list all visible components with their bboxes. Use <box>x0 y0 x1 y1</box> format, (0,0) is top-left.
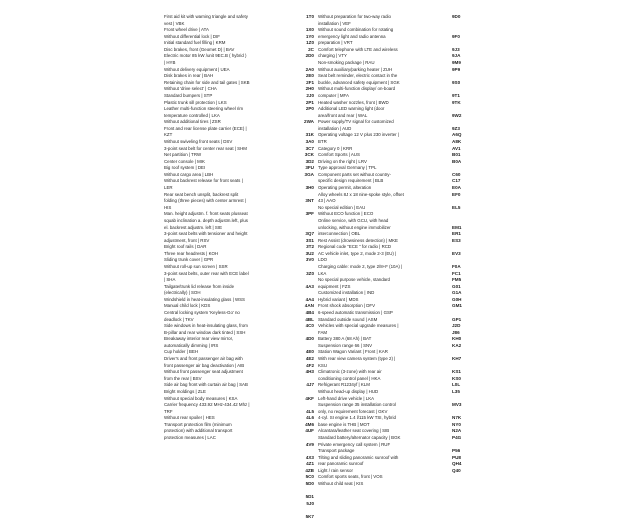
equipment-line: protection measures | LAC <box>164 435 216 440</box>
option-code: KA2 <box>452 342 462 348</box>
equipment-line: Net partition | TRW <box>164 152 202 158</box>
option-code <box>452 119 466 126</box>
equipment-line: No special purpose vehicle, standard <box>318 277 390 283</box>
equipment-line: Alloy wheels 8J x 18 nine-spoke style, offset <box>318 191 404 197</box>
option-code: 4ZB <box>305 467 314 473</box>
equipment-line: LER <box>164 185 173 191</box>
equipment-line: Standard outside sound | ASM <box>318 316 378 322</box>
equipment-line: from the rear | BSV <box>164 375 202 381</box>
option-code: 4H3 <box>305 369 314 375</box>
equipment-line: Type approval Germany | TPL <box>318 165 377 171</box>
equipment-line: Without roll-up sun screen | SSR <box>164 263 228 269</box>
equipment-line: Front shock absorption | DFV <box>318 303 376 309</box>
option-code: EM1 <box>452 224 462 230</box>
equipment-line: Climatronic (3-zone) with rear air <box>318 369 382 375</box>
option-code: 4KF <box>305 395 314 401</box>
equipment-list-left <box>164 14 272 442</box>
option-code: AV1 <box>452 145 461 151</box>
option-code: B0A <box>452 158 462 164</box>
equipment-list-right <box>318 14 420 488</box>
equipment-line: Regional code "ECE " for radio | RCD <box>318 244 392 250</box>
option-code <box>300 330 314 337</box>
option-code: PU8 <box>452 454 461 460</box>
equipment-line: Windshield in heat-insulating glass | WSS <box>164 296 245 302</box>
equipment-line: Without front passenger seat adjustment <box>164 369 243 375</box>
option-code: 4Z1 <box>306 461 314 467</box>
equipment-line: Disc brakes, front (Geomet D) | BAV <box>164 46 235 52</box>
option-code: 2A0 <box>305 66 314 72</box>
equipment-line: FAM <box>318 329 328 335</box>
equipment-line: protection) with additional transport <box>164 428 233 434</box>
option-code: 9M9 <box>452 60 461 66</box>
option-code: 4C0 <box>305 323 314 329</box>
equipment-line: Private emergency call system | RUF <box>318 441 391 447</box>
option-codes-right <box>452 14 466 474</box>
equipment-line: Power supply/TV signal for customized <box>318 119 394 125</box>
equipment-line: Tilting and sliding panoramic sunroof with <box>318 454 399 460</box>
option-code: KH0 <box>452 336 462 342</box>
option-code: 5C0 <box>305 474 314 480</box>
option-code: ER1 <box>452 231 461 237</box>
equipment-line: Man. height adjustm. f. front seats plusseat <box>164 211 248 217</box>
option-code: 4L5 <box>306 408 314 414</box>
equipment-line: Driving on the right | LRV <box>318 158 367 164</box>
equipment-line: With rear view camera system (type 2) | <box>318 356 396 362</box>
equipment-line: Without rear spoiler | HES <box>164 415 215 421</box>
equipment-line: 3-point seat belt for center rear seat | SHM <box>164 145 247 151</box>
equipment-line: vest | VBK <box>164 20 185 26</box>
equipment-line: Refrigerant R1234yf | KLM <box>318 382 370 388</box>
equipment-line: TRF <box>164 408 173 414</box>
equipment-line: el. backrest adjustm. left | SIE <box>164 224 222 230</box>
equipment-line: Light / rain sensor <box>318 467 353 473</box>
option-code: QH4 <box>452 461 462 467</box>
equipment-line: Initial standard fuel filling | KRM <box>164 40 226 46</box>
equipment-line: Electric motor 85 kW /unit 9EC.B ( hybrid ) <box>164 53 247 59</box>
option-code: P56 <box>452 448 461 454</box>
equipment-line: Manual child lock | KDS <box>164 303 211 309</box>
equipment-line: Three rear headrests | KOH <box>164 250 219 256</box>
equipment-line: Bright moldings | ZLE <box>164 388 206 394</box>
option-code <box>300 113 314 120</box>
equipment-line: (electrically) | SOH <box>164 290 201 296</box>
equipment-line: conditioning control panel | HKA <box>318 375 381 381</box>
option-code <box>452 310 466 317</box>
equipment-line: | HYB <box>164 60 176 66</box>
equipment-line: Operating voltage 12 V plus 230 inverter | <box>318 132 399 138</box>
option-code <box>300 126 314 133</box>
option-code: 9TK <box>452 99 461 105</box>
option-code: 3V0 <box>305 257 314 263</box>
equipment-line: temperature controlled | LKA <box>164 112 220 118</box>
option-code: 4UF <box>305 428 314 434</box>
equipment-line: Carrier frequency 433.92 MHz-434.42 Mhz | <box>164 402 250 408</box>
option-code: 4B4 <box>305 310 314 316</box>
option-code: 4A3 <box>305 283 314 289</box>
equipment-line: Front wheel drive | ATA <box>164 27 209 33</box>
option-code: FM5 <box>452 277 462 283</box>
equipment-line: 4-cyl. SI engine 1.4 l/115 kW TSI, hybrid <box>318 415 396 421</box>
option-code: 2C <box>308 46 314 52</box>
equipment-line: base engine is THB | MOT <box>318 421 370 427</box>
equipment-line: 43 | AAO <box>318 198 336 204</box>
option-code: 1X0 <box>305 27 314 33</box>
equipment-line: Standard bumpers | STP <box>164 92 213 98</box>
option-code: 9J3 <box>452 46 460 52</box>
equipment-line: Standard battery/alternator capacity | BGK <box>318 435 401 440</box>
option-code <box>452 442 466 449</box>
option-code: 4E0 <box>305 349 314 355</box>
option-code <box>300 205 314 212</box>
option-code: 4J7 <box>306 382 314 388</box>
equipment-line: Without auxiliary/parking heater | ZUH <box>318 66 393 72</box>
equipment-line: Retaining chain for side and tail gates | SKB <box>164 79 250 85</box>
option-code <box>452 218 466 225</box>
option-code: 4M6 <box>305 421 314 427</box>
option-code: G1A <box>452 290 462 296</box>
option-code: 3FU <box>305 165 314 171</box>
option-code: 1Y0 <box>305 33 314 39</box>
option-code: P4G <box>452 435 462 440</box>
equipment-line: Center console | MIK <box>164 158 205 164</box>
equipment-line: KSU <box>318 362 328 368</box>
option-code: 3T2 <box>306 244 314 250</box>
option-code <box>300 218 314 225</box>
equipment-line: Operating permit, alteration <box>318 185 372 191</box>
equipment-line: equipment | FZS <box>318 283 351 289</box>
equipment-line: AC vehicle inlet, type 2, mode 2-3 (EU) | <box>318 250 397 256</box>
option-code: 5J0 <box>306 500 314 506</box>
equipment-line: emergency light and radio antenna <box>318 33 386 39</box>
option-code: A8K <box>452 138 462 144</box>
option-code: N7K <box>452 415 462 421</box>
equipment-line: Tailgate/trunk lid release from inside <box>164 283 235 289</box>
option-code: 4V9 <box>305 441 314 447</box>
equipment-line: Without multi-function display/ on-board <box>318 86 396 92</box>
option-code <box>300 178 314 185</box>
equipment-line: Without head-up display | HUD <box>318 388 379 394</box>
option-code <box>300 192 314 199</box>
option-code: 9JA <box>452 53 461 59</box>
option-code <box>300 488 314 495</box>
option-code: 9F0 <box>452 33 460 39</box>
option-code: NY0 <box>452 421 461 427</box>
equipment-line: Side air bag front with curtain air bag | SAB <box>164 382 248 388</box>
option-code: A6Q <box>452 132 462 138</box>
option-code: E0A <box>452 185 461 191</box>
equipment-line: specific design requirement | BLB <box>318 178 384 184</box>
option-code: J2D <box>452 323 461 329</box>
equipment-line: folding (three pieces) with center armrest | <box>164 198 246 204</box>
equipment-line: adjustment, front | RSV <box>164 237 210 243</box>
equipment-line: Charging cable: mode 2, type 2/8+F (10A) | <box>318 263 403 269</box>
equipment-line: Comfort Sports | AUS <box>318 152 360 158</box>
equipment-line: Transport package <box>318 448 355 454</box>
option-code: 31K <box>305 132 314 138</box>
option-code: 1T0 <box>306 14 314 19</box>
equipment-line: interconnection | OBL <box>318 231 361 237</box>
equipment-line: Leather multi-function steering wheel rim <box>164 106 244 112</box>
option-code: KH7 <box>452 356 462 362</box>
option-code: 2D0 <box>305 53 314 59</box>
option-code: 9P9 <box>452 66 461 72</box>
option-code <box>300 60 314 67</box>
option-code <box>452 198 466 205</box>
option-code: 2J0 <box>306 92 314 98</box>
option-code: B01 <box>452 152 461 158</box>
equipment-line: LDO <box>318 257 328 263</box>
option-code: Q40 <box>452 467 461 473</box>
option-code: 3U2 <box>305 250 314 256</box>
option-code <box>300 343 314 350</box>
equipment-line: Without backrest release for front seats | <box>164 178 243 184</box>
equipment-line: Hybrid variant | MDS <box>318 296 359 302</box>
option-code: G0H <box>452 296 462 302</box>
option-code <box>452 349 466 356</box>
option-code <box>300 448 314 455</box>
equipment-line: 3-point seat belts with tensioner and height <box>164 231 248 237</box>
equipment-line: squab inclination a. depth adjustm.left, plus <box>164 217 248 223</box>
option-code: MV3 <box>452 402 462 408</box>
equipment-line: Front and rear license plate carrier (ECE) | <box>164 125 247 131</box>
option-code: 3Z0 <box>306 270 314 276</box>
equipment-line: Suspension range 66 | SNV <box>318 342 373 348</box>
option-code: 1Z0 <box>306 40 314 46</box>
equipment-line: Without ECO function | ECO <box>318 211 374 217</box>
equipment-line: Additional LED warning light (door <box>318 106 385 112</box>
option-code: 3CK <box>304 152 314 158</box>
option-code: 4L6 <box>306 415 314 421</box>
option-code <box>300 225 314 232</box>
option-code: 3S1 <box>305 237 314 243</box>
option-code <box>300 435 314 442</box>
option-code: 4BL <box>305 316 314 322</box>
option-code: 5K7 <box>305 513 314 519</box>
option-code: 5D0 <box>305 481 314 487</box>
option-code <box>452 396 466 403</box>
equipment-line: Without sound combination for rotating <box>318 27 394 33</box>
equipment-line: Big roof system | DEI <box>164 165 206 171</box>
equipment-line: Component parts set without country- <box>318 171 391 177</box>
equipment-line: Without special body measures | KSA <box>164 395 238 401</box>
option-code: 9Z3 <box>452 125 460 131</box>
option-code: 4X3 <box>305 454 314 460</box>
equipment-line: installation | VEF <box>318 20 351 26</box>
option-code: FC1 <box>452 270 461 276</box>
equipment-line: Without differential lock | DIF <box>164 33 220 39</box>
option-code: L0L <box>452 382 461 388</box>
option-code: 3PF <box>305 211 314 217</box>
equipment-line: Comfort telephone with LTE and wireless <box>318 46 398 52</box>
option-code: EV3 <box>452 250 461 256</box>
option-code: 5D1 <box>305 494 314 500</box>
option-code: N2A <box>452 428 462 434</box>
option-code: 3C7 <box>305 145 314 151</box>
equipment-line: Rear seat bench unsplit, backrest split <box>164 191 239 197</box>
option-code: 9W2 <box>452 112 462 118</box>
option-codes-middle <box>300 14 314 521</box>
option-code: 4A4 <box>305 296 314 302</box>
option-code <box>452 21 466 28</box>
equipment-line: Without delivery equipment | UEA <box>164 66 230 72</box>
equipment-line: B-pillar and rear window dark tinted | SSH <box>164 329 246 335</box>
option-code <box>300 277 314 284</box>
equipment-line: | SHA <box>164 277 176 283</box>
option-code: 3Q7 <box>305 231 314 237</box>
equipment-line: Side windows in heat-insulating glass, from <box>164 323 248 329</box>
equipment-line: Without swiveling front seats | DSV <box>164 138 233 144</box>
option-code <box>452 244 466 251</box>
option-code: 3A0 <box>305 138 314 144</box>
option-code: 9D0 <box>452 14 461 19</box>
equipment-line: preparation | VRT <box>318 40 353 46</box>
equipment-line: Without additional tires | ZSR <box>164 119 221 125</box>
option-code <box>452 27 466 34</box>
equipment-line: Station Wagon Variant | Front | KAR <box>318 349 388 355</box>
option-code: KS0 <box>452 375 461 381</box>
equipment-line: Comfort sports seats, front | VOS <box>318 474 383 480</box>
equipment-line: Without cargo area | LBH <box>164 171 214 177</box>
option-code: C60 <box>452 171 461 177</box>
option-code <box>452 363 466 370</box>
equipment-line: BTR <box>318 138 327 144</box>
option-code <box>452 106 466 113</box>
option-code: 9T1 <box>452 92 460 98</box>
equipment-line: Central locking system 'Keyless-Go' no <box>164 310 240 316</box>
option-code: 2F1 <box>306 79 314 85</box>
equipment-line: Alcantara/leather seat covering | SIB <box>318 428 390 434</box>
equipment-line: Driver's and front passenger air bag with <box>164 356 243 362</box>
option-code: C17 <box>452 178 461 184</box>
option-code: EL5 <box>452 204 461 210</box>
option-code: 2H0 <box>305 86 314 92</box>
equipment-line: KZT <box>164 132 173 138</box>
option-code: 2P1 <box>305 99 314 105</box>
equipment-line: Suspension range 35 installation control <box>318 402 396 408</box>
equipment-line: Cup holder | BEH <box>164 349 199 355</box>
equipment-line: Category 0 | KRR <box>318 145 353 151</box>
equipment-line: 3-point seat belts, outer rear with ECE label <box>164 270 249 276</box>
option-code: 2WA <box>304 119 314 125</box>
equipment-line: automatically dimming | IRS <box>164 342 219 348</box>
equipment-line: Non-smoking package | RAU <box>318 60 375 66</box>
option-code: 3NT <box>305 198 314 204</box>
option-code: 4E2 <box>305 356 314 362</box>
equipment-line: rear panoramic sunroof <box>318 461 364 467</box>
option-code <box>300 264 314 271</box>
equipment-line: No special edition | EAU <box>318 204 366 210</box>
equipment-line: Rest Assist (drowsiness detection) | MKE <box>318 237 398 243</box>
option-code: 3GA <box>304 171 314 177</box>
option-code: 3H0 <box>305 185 314 191</box>
equipment-line: Customized installation | IND <box>318 290 375 296</box>
equipment-line: Plastic trunk sill protection | LKS <box>164 99 227 105</box>
equipment-line: buckle, advanced safety equipment | SGK <box>318 79 400 85</box>
equipment-line: deadlock | TKV <box>164 316 194 322</box>
option-code: 9S0 <box>452 79 461 85</box>
option-code: L35 <box>452 388 460 394</box>
option-code <box>300 21 314 28</box>
equipment-line: Left-hand drive vehicle | LKA <box>318 395 375 401</box>
equipment-line: Without child seat | KIS <box>318 481 364 487</box>
option-code <box>452 257 466 264</box>
option-code: EF0 <box>452 191 461 197</box>
option-code <box>452 211 466 218</box>
equipment-line: Bright roof rails | DAR <box>164 244 207 250</box>
equipment-line: computer | MFA <box>318 92 349 98</box>
option-code: ES3 <box>452 237 461 243</box>
option-code <box>452 40 466 47</box>
equipment-line: Vehicles with special upgrade measures | <box>318 323 399 329</box>
option-code: G01 <box>452 283 461 289</box>
equipment-line: only, no requirement forecast | GKV <box>318 408 388 414</box>
option-code <box>300 290 314 297</box>
equipment-line: Seat belt reminder, electric contact in the <box>318 73 398 79</box>
equipment-line: area/front and rear | WAL <box>318 112 368 118</box>
equipment-line: Online service, with GCU, with head <box>318 217 389 223</box>
equipment-line: Transport protection film (minimum <box>164 421 232 427</box>
equipment-line: front passenger air bag deactivation | AIB <box>164 362 245 368</box>
option-code <box>452 73 466 80</box>
option-code: 2E0 <box>305 73 314 79</box>
option-code: 4AN <box>304 303 314 309</box>
option-code: 3D2 <box>305 158 314 164</box>
equipment-line: Battery 380 A (68 Ah) | BAT <box>318 336 372 342</box>
option-code: KS1 <box>452 369 461 375</box>
option-code: F0A <box>452 263 461 269</box>
option-code <box>300 507 314 514</box>
option-code: J86 <box>452 329 460 335</box>
option-code: GM1 <box>452 303 462 309</box>
option-code: 4F2 <box>306 362 314 368</box>
option-code: 2P0 <box>305 106 314 112</box>
option-code <box>300 402 314 409</box>
equipment-line: First aid kit with warning triangle and safety <box>164 14 248 19</box>
option-code <box>452 86 466 93</box>
equipment-line: LKA <box>318 270 327 276</box>
equipment-line: Disk brakes in rear | BAH <box>164 73 214 79</box>
equipment-line: Without preparation for two-way radio <box>318 14 391 19</box>
option-code <box>300 389 314 396</box>
equipment-line: 6-speed automatic transmission | GSP <box>318 310 393 316</box>
equipment-line: Heated washer nozzles, front | BWD <box>318 99 389 105</box>
equipment-line: Breakaway interior rear view mirror, <box>164 336 234 342</box>
option-code: 4D0 <box>305 336 314 342</box>
option-code <box>300 376 314 383</box>
option-code <box>452 409 466 416</box>
option-code: GP1 <box>452 316 462 322</box>
equipment-line: Sliding trunk cover | GPR <box>164 257 214 263</box>
equipment-line: Without 'drive select' | CHA <box>164 86 217 92</box>
option-code <box>452 165 466 172</box>
equipment-line: installation | AUD <box>318 125 352 131</box>
equipment-line: charging | VTY <box>318 53 347 59</box>
equipment-line: unlocking, without engine immobilizer <box>318 224 391 230</box>
equipment-line: HIS <box>164 204 172 210</box>
